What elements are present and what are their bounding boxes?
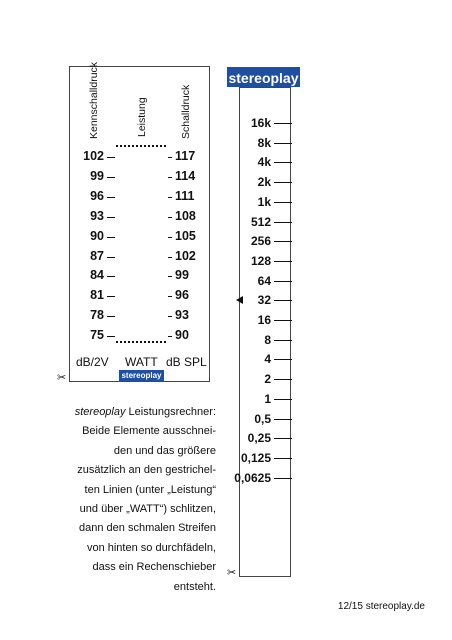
right-tick (168, 177, 172, 178)
scale-tick (274, 379, 292, 380)
right-value: 96 (175, 288, 189, 303)
scissors-icon: ✂ (227, 567, 237, 579)
scale-tick (274, 162, 292, 163)
left-tick (107, 177, 115, 178)
label-leistung: Leistung (136, 97, 148, 137)
scissors-icon: ✂ (57, 372, 67, 384)
desc-line: von hinten so durchfädeln, (86, 541, 216, 554)
left-value: 102 (83, 149, 104, 163)
scale-tick (274, 241, 292, 242)
right-value: 111 (175, 188, 195, 203)
right-tick (168, 237, 172, 238)
scale-tick (274, 182, 292, 183)
scale-value: 16k (250, 116, 271, 130)
left-tick (107, 336, 115, 337)
left-tick (107, 276, 115, 277)
scale-value: 0,0625 (234, 470, 271, 485)
unit-right: dB SPL (166, 355, 207, 369)
scale-tick (274, 143, 292, 144)
calculator-card (69, 61, 210, 382)
scale-value: 2 (264, 372, 271, 387)
scale-tick (274, 320, 292, 321)
right-tick (168, 276, 172, 277)
right-tick (168, 316, 172, 317)
scale-tick (274, 478, 292, 479)
right-tick (168, 197, 172, 198)
desc-line: entsteht. (173, 580, 216, 593)
left-value: 84 (90, 268, 104, 283)
scale-tick (274, 438, 292, 439)
left-tick (107, 157, 115, 158)
scale-value: 0,5 (254, 411, 271, 426)
scale-value: 32 (257, 293, 271, 308)
scale-value: 8k (257, 135, 271, 150)
scale-value: 8 (264, 332, 271, 347)
right-tick (168, 296, 172, 297)
right-value: 93 (175, 308, 189, 323)
right-tick (168, 217, 172, 218)
scale-tick (274, 419, 292, 420)
desc-line: Leistungsrechner: (125, 406, 216, 418)
desc-line: dann den schmalen Streifen (79, 522, 216, 535)
right-value: 102 (175, 248, 196, 263)
desc-line: dass ein Rechenschieber (92, 561, 216, 574)
left-tick (107, 217, 115, 218)
scale-value: 4k (257, 155, 271, 170)
page-footer: 12/15 stereoplay.de (337, 601, 425, 612)
stereoplay-badge: stereoplay (119, 370, 164, 382)
right-tick (168, 336, 172, 337)
left-value: 96 (90, 188, 104, 203)
scale-tick (274, 359, 292, 360)
right-value: 105 (175, 228, 196, 243)
scale-tick (274, 222, 292, 223)
scale-value: 1 (264, 391, 271, 406)
left-value: 87 (90, 248, 104, 263)
slit-line-bottom (116, 341, 166, 343)
logo-text: stereoplay (228, 70, 299, 86)
left-value: 81 (90, 288, 104, 303)
scale-tick (274, 123, 292, 124)
right-value: 99 (175, 268, 189, 283)
scale-tick (274, 340, 292, 341)
scale-strip (234, 87, 291, 577)
desc-line: Beide Elemente ausschnei- (82, 425, 216, 438)
left-value: 75 (90, 328, 104, 343)
left-value: 78 (90, 308, 104, 323)
right-value: 108 (175, 208, 196, 223)
desc-line: ten Linien (unter „Leistung“ (84, 483, 216, 496)
scale-value: 1k (257, 194, 271, 209)
unit-mid: WATT (125, 355, 158, 369)
scale-value: 0,125 (240, 450, 271, 465)
scale-value: 4 (264, 352, 271, 367)
scale-tick (274, 458, 292, 459)
scale-value: 16 (257, 313, 271, 327)
scale-tick (274, 261, 292, 262)
desc-line: zusätzlich an den gestrichel- (77, 464, 216, 477)
instructions-text (58, 403, 216, 597)
label-kennschalldruck: Kennschalldruck (88, 61, 100, 139)
scale-value: 2k (257, 175, 271, 190)
right-value: 90 (175, 328, 189, 343)
left-tick (107, 257, 115, 258)
label-schalldruck: Schalldruck (180, 84, 192, 139)
right-tick (168, 257, 172, 258)
left-value: 93 (90, 208, 104, 223)
stereoplay-logo (227, 67, 300, 87)
desc-line: den und das größere (113, 444, 216, 457)
scale-tick (274, 399, 292, 400)
unit-left: dB/2V (76, 355, 109, 369)
scale-value: 128 (250, 253, 271, 268)
slit-line-top (116, 145, 166, 147)
scale-value: 256 (250, 234, 271, 249)
left-tick (107, 237, 115, 238)
left-tick (107, 316, 115, 317)
desc-line: und über „WATT“) schlitzen, (79, 503, 216, 516)
scale-value: 512 (250, 214, 271, 229)
scale-value: 64 (257, 273, 271, 288)
right-value: 117 (175, 149, 196, 163)
brand-name: stereoplay (74, 406, 126, 418)
right-tick (168, 157, 172, 158)
scale-value: 0,25 (247, 431, 271, 446)
right-value: 114 (175, 168, 196, 183)
left-value: 99 (90, 168, 104, 183)
left-tick (107, 197, 115, 198)
left-value: 90 (90, 228, 104, 243)
triangle-pointer-icon (236, 296, 243, 304)
scale-tick (274, 202, 292, 203)
left-tick (107, 296, 115, 297)
scale-tick (274, 300, 292, 301)
scale-tick (274, 281, 292, 282)
